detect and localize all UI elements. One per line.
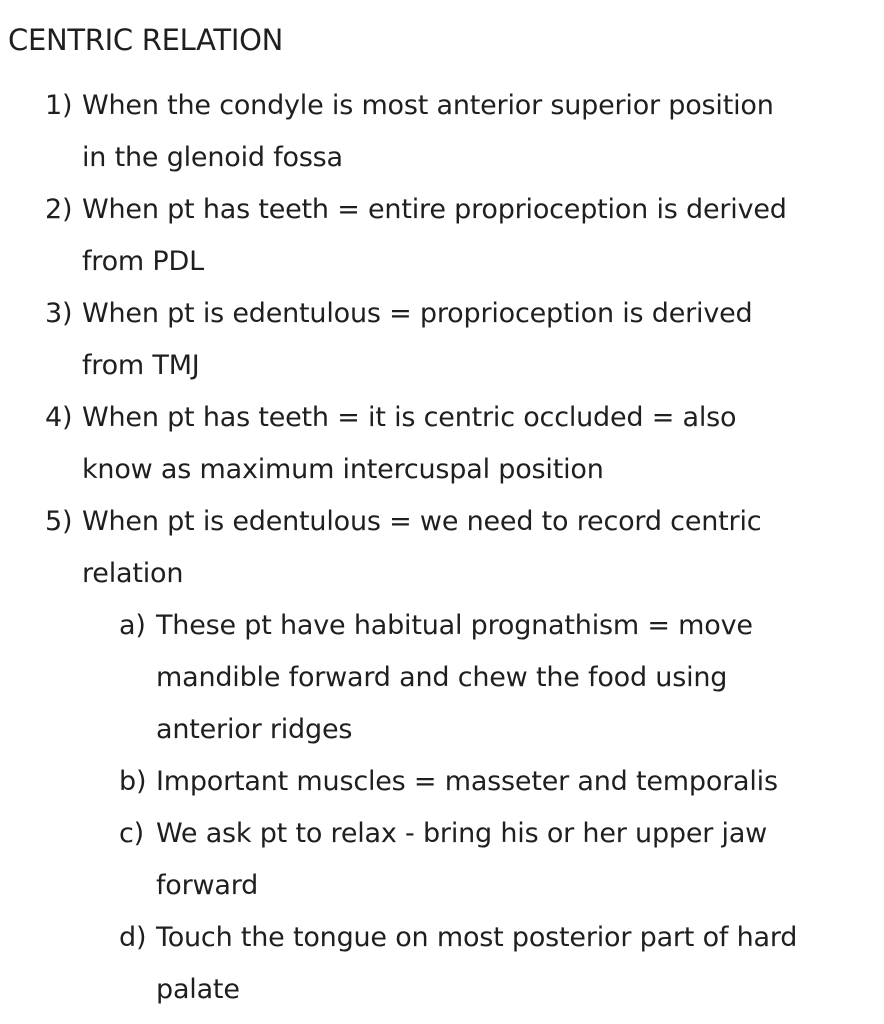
- list-item-line: relation: [82, 558, 184, 589]
- sublist-item-line: These pt have habitual prognathism = move: [156, 610, 753, 641]
- list-item-line: from TMJ: [82, 350, 200, 381]
- sublist-item: [0, 756, 876, 808]
- sublist-item-line: We ask pt to relax - bring his or her upper jaw: [156, 818, 768, 849]
- list-item-line: When pt has teeth = entire proprioception is derived: [82, 194, 787, 225]
- sublist-marker: a): [119, 610, 146, 641]
- sublist-item: [0, 600, 876, 756]
- list-item-line: When pt has teeth = it is centric occluded = also: [82, 402, 737, 433]
- sublist-item-line: mandible forward and chew the food using: [156, 662, 728, 693]
- sublist-marker: c): [119, 818, 144, 849]
- sublist-marker: d): [119, 922, 147, 953]
- sublist-item-line: Important muscles = masseter and temporalis: [156, 766, 778, 797]
- sublist-item-line: forward: [156, 870, 259, 901]
- list-marker: 2): [45, 194, 73, 225]
- list-item: [0, 80, 872, 184]
- list-item: [0, 496, 872, 600]
- sublist-marker: b): [119, 766, 147, 797]
- list-item-line: When the condyle is most anterior superior position: [82, 90, 774, 121]
- list-item: [0, 392, 872, 496]
- list-item: [0, 184, 872, 288]
- list-marker: 1): [45, 90, 73, 121]
- list-item-line: know as maximum intercuspal position: [82, 454, 604, 485]
- list-item-line: from PDL: [82, 246, 204, 277]
- list-item-line: When pt is edentulous = proprioception is derived: [82, 298, 753, 329]
- sublist-item: [0, 912, 876, 1016]
- list-item-line: When pt is edentulous = we need to record centric: [82, 506, 762, 537]
- page-title: CENTRIC RELATION: [8, 23, 284, 57]
- sublist-item-line: anterior ridges: [156, 714, 353, 745]
- list-marker: 3): [45, 298, 73, 329]
- list-marker: 4): [45, 402, 73, 433]
- main-list: [0, 80, 884, 1016]
- sublist-item-line: palate: [156, 974, 240, 1005]
- list-marker: 5): [45, 506, 73, 537]
- list-item: [0, 288, 872, 392]
- sublist-item: [0, 808, 876, 912]
- sublist-item-line: Touch the tongue on most posterior part of hard: [156, 922, 798, 953]
- list-item-line: in the glenoid fossa: [82, 142, 343, 173]
